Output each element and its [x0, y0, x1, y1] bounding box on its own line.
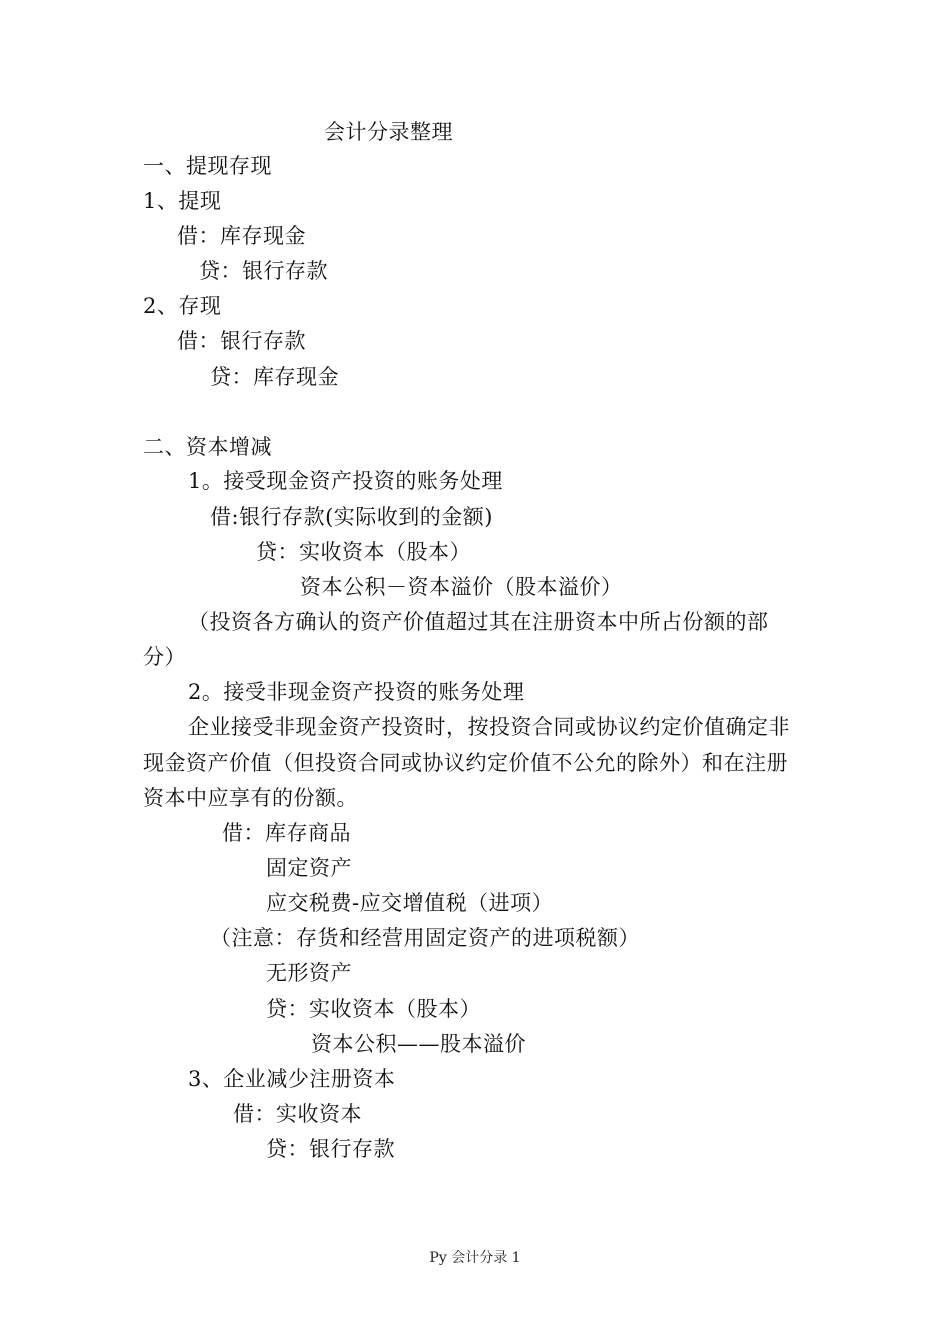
entry-debit: 无形资产 — [266, 961, 352, 985]
paragraph-text: 现金资产价值（但投资合同或协议约定价值不公允的除外）和在注册 — [143, 751, 788, 775]
entry-debit: 固定资产 — [266, 856, 352, 880]
page-title: 会计分录整理 — [324, 120, 453, 144]
entry-debit: 借：实收资本 — [233, 1102, 362, 1126]
section-heading-cash: 一、提现存现 — [143, 154, 272, 178]
entry-debit: 借：银行存款 — [177, 329, 306, 353]
entry-credit: 资本公积——股本溢价 — [311, 1032, 526, 1056]
page-footer: Py 会计分录 1 — [429, 1250, 521, 1266]
subsection-capital-reduction: 3、企业减少注册资本 — [188, 1067, 396, 1091]
subsection-withdraw: 1、提现 — [143, 189, 222, 213]
entry-credit: 贷：实收资本（股本） — [256, 540, 471, 564]
entry-debit: 借：库存现金 — [177, 224, 306, 248]
subsection-deposit: 2、存现 — [143, 294, 222, 318]
entry-credit: 贷：库存现金 — [210, 365, 339, 389]
entry-debit: 借:银行存款(实际收到的金额) — [210, 505, 493, 529]
paragraph-text: 企业接受非现金资产投资时，按投资合同或协议约定价值确定非 — [188, 715, 790, 739]
note-text: （投资各方确认的资产价值超过其在注册资本中所占份额的部 — [188, 610, 769, 634]
note-text: （注意：存货和经营用固定资产的进项税额） — [210, 926, 640, 950]
entry-credit: 贷：银行存款 — [266, 1137, 395, 1161]
entry-credit: 贷：实收资本（股本） — [266, 997, 481, 1021]
paragraph-text: 资本中应享有的份额。 — [143, 786, 358, 810]
section-heading-capital: 二、资本增减 — [143, 435, 272, 459]
subsection-noncash-investment: 2。接受非现金资产投资的账务处理 — [188, 680, 525, 704]
note-text: 分） — [143, 645, 186, 669]
entry-credit: 贷：银行存款 — [199, 259, 328, 283]
entry-debit: 借：库存商品 — [222, 821, 351, 845]
entry-debit: 应交税费-应交增值税（进项） — [266, 891, 554, 915]
entry-credit: 资本公积－资本溢价（股本溢价） — [300, 575, 623, 599]
subsection-cash-investment: 1。接受现金资产投资的账务处理 — [188, 469, 503, 493]
